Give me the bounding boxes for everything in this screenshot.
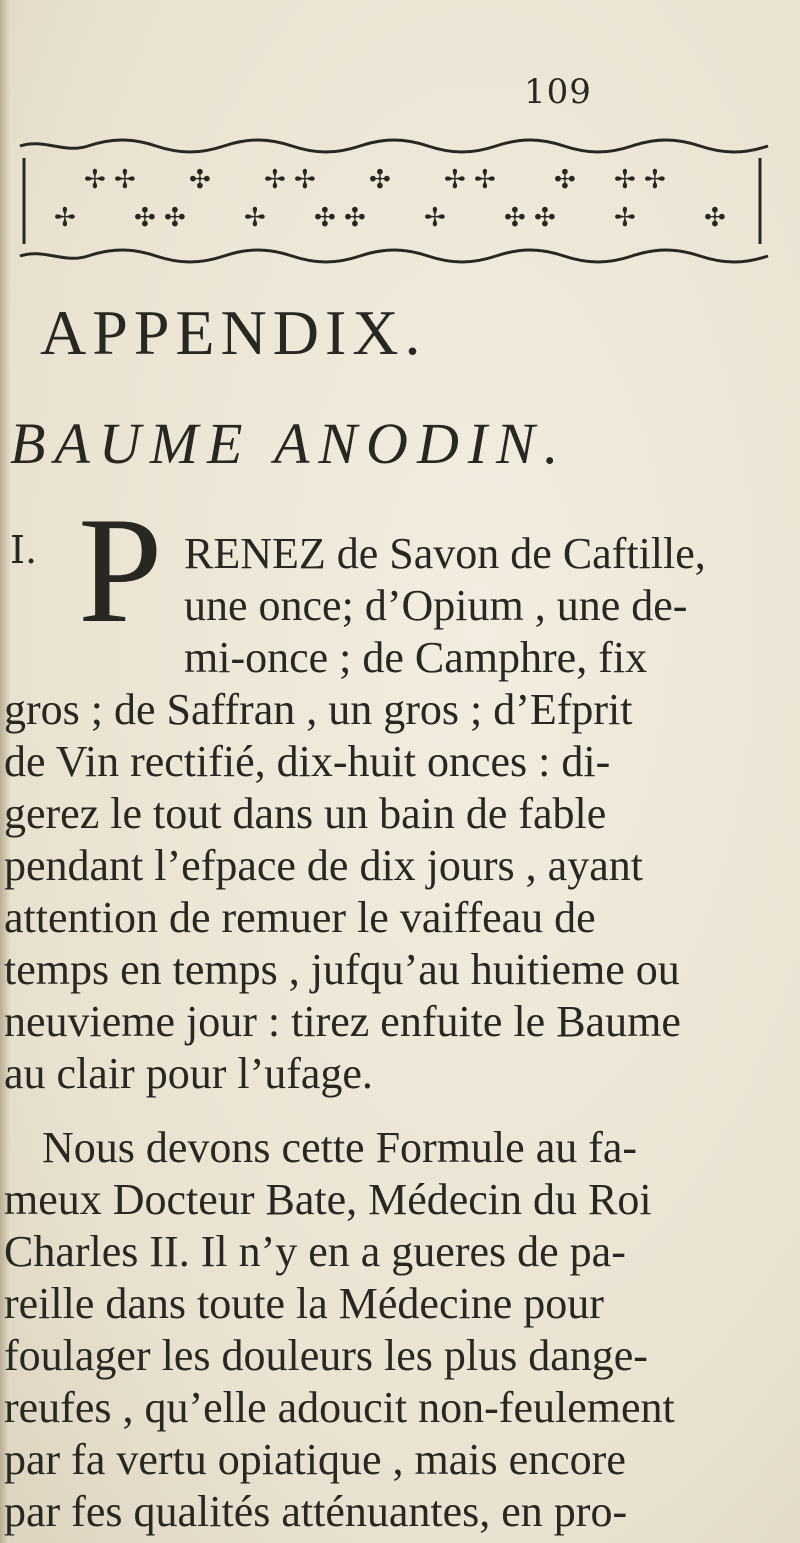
- paragraph-2-line: reille dans toute la Médecine pour: [4, 1279, 604, 1328]
- paragraph-1-line: gerez le tout dans un bain de fable: [4, 789, 607, 838]
- drop-cap: P: [78, 486, 163, 654]
- ornamental-header-band: [14, 136, 774, 268]
- svg-text:✣: ✣: [369, 165, 391, 195]
- appendix-heading: APPENDIX.: [40, 297, 427, 368]
- svg-text:✢ ✢: ✢ ✢: [84, 165, 136, 195]
- paragraph-1-line: une once; d’Opium , une de-: [184, 581, 688, 630]
- svg-text:✢ ✢: ✢ ✢: [264, 165, 316, 195]
- svg-text:✣ ✣: ✣ ✣: [134, 203, 186, 233]
- paragraph-1-line: neuvieme jour : tirez enfuite le Baume: [4, 997, 681, 1046]
- paragraph-1-line: temps en temps , jufqu’au huitieme ou: [4, 945, 680, 994]
- first-word: RENEZ: [184, 529, 326, 578]
- page-number: 109: [524, 72, 592, 112]
- svg-text:✢ ✢: ✢ ✢: [614, 165, 666, 195]
- paragraph-1-line: pendant l’efpace de dix jours , ayant: [4, 841, 643, 890]
- paragraph-2-line: reufes , qu’elle adoucit non-feulement: [4, 1383, 675, 1432]
- svg-text:✢: ✢: [54, 203, 76, 233]
- svg-text:✣ ✣: ✣ ✣: [314, 203, 366, 233]
- paragraph-2-line: par fa vertu opiatique , mais encore: [4, 1435, 626, 1484]
- svg-text:✢: ✢: [424, 203, 446, 233]
- svg-text:✢: ✢: [244, 203, 266, 233]
- paragraph-2-line: foulager les douleurs les plus dange-: [4, 1331, 648, 1380]
- svg-text:✢ ✢: ✢ ✢: [444, 165, 496, 195]
- item-number: I.: [10, 528, 38, 572]
- paragraph-1-line: de Vin rectifié, dix-huit onces : di-: [4, 737, 611, 786]
- paragraph-1-line: au clair pour l’ufage.: [4, 1049, 373, 1098]
- paragraph-1-line: gros ; de Saffran , un gros ; d’Efprit: [4, 685, 633, 734]
- paragraph-2-line: par fes qualités atténuantes, en pro-: [4, 1487, 628, 1536]
- paragraph-1-line: mi-once ; de Camphre, fix: [184, 633, 648, 682]
- section-heading: BAUME ANODIN.: [10, 411, 568, 476]
- paragraph-2-line: Charles II. Il n’y en a gueres de pa-: [4, 1227, 626, 1276]
- svg-text:✣: ✣: [554, 165, 576, 195]
- svg-text:✢: ✢: [614, 203, 636, 233]
- paragraph-1-line: RENEZ de Savon de Caftille,: [184, 529, 706, 578]
- paragraph-2-line: meux Docteur Bate, Médecin du Roi: [4, 1175, 652, 1224]
- svg-text:✣ ✣: ✣ ✣: [504, 203, 556, 233]
- svg-text:✣: ✣: [704, 203, 726, 233]
- paragraph-1-line: attention de remuer le vaiffeau de: [4, 893, 596, 942]
- svg-text:✣: ✣: [189, 165, 211, 195]
- paragraph-2-line: Nous devons cette Formule au fa-: [42, 1123, 638, 1172]
